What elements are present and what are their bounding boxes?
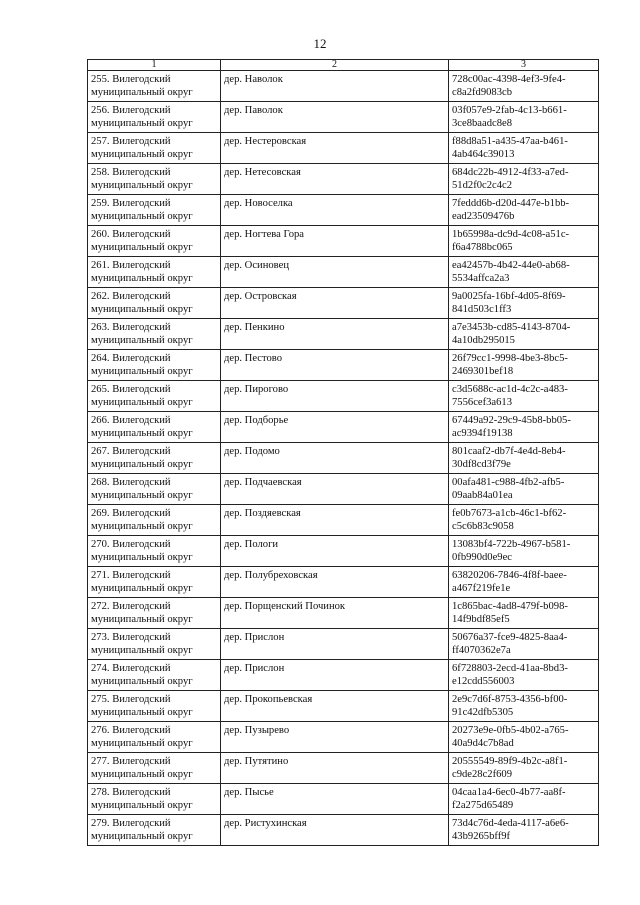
table-row [88,598,599,629]
cell-municipality [88,350,221,381]
municipality-line-2: муниципальный округ [91,304,193,315]
cell-municipality [88,660,221,691]
cell-municipality [88,164,221,195]
guid-line-1: 684dc22b-4912-4f33-a7ed- [452,167,569,178]
cell-guid [449,257,599,288]
municipality-line-1: 269. Вилегодский [91,508,171,519]
guid-line-2: ac9394f19138 [452,428,513,439]
municipality-line-1: 268. Вилегодский [91,477,171,488]
cell-municipality [88,133,221,164]
municipality-line-2: муниципальный округ [91,397,193,408]
guid-line-2: ead23509476b [452,211,515,222]
guid-line-1: 00afa481-c988-4fb2-afb5- [452,477,565,488]
cell-settlement: дер. Порщенский Починок [221,598,449,629]
cell-settlement: дер. Пенкино [221,319,449,350]
municipality-line-1: 266. Вилегодский [91,415,171,426]
guid-line-1: 20273e9e-0fb5-4b02-a765- [452,725,569,736]
guid-line-2: c9de28c2f609 [452,769,513,780]
guid-line-1: 67449a92-29c9-45b8-bb05- [452,415,571,426]
page-number: 12 [313,36,327,51]
cell-settlement: дер. Наволок [221,71,449,102]
guid-line-1: 7feddd6b-d20d-447e-b1bb- [452,198,570,209]
guid-line-2: ff4070362e7a [452,645,511,656]
municipality-line-1: 274. Вилегодский [91,663,171,674]
table-row [88,288,599,319]
cell-municipality [88,381,221,412]
municipality-line-1: 270. Вилегодский [91,539,171,550]
cell-settlement: дер. Прокопьевская [221,691,449,722]
cell-guid [449,133,599,164]
cell-guid [449,505,599,536]
municipality-line-2: муниципальный округ [91,490,193,501]
cell-guid [449,381,599,412]
municipality-line-2: муниципальный округ [91,769,193,780]
table-row [88,133,599,164]
municipality-line-1: 262. Вилегодский [91,291,171,302]
municipality-line-2: муниципальный округ [91,118,193,129]
table-row [88,319,599,350]
municipality-line-2: муниципальный округ [91,180,193,191]
municipality-line-2: муниципальный округ [91,211,193,222]
guid-line-1: 50676a37-fce9-4825-8aa4- [452,632,568,643]
cell-settlement: дер. Подомо [221,443,449,474]
table-row [88,629,599,660]
municipality-line-2: муниципальный округ [91,738,193,749]
guid-line-2: 841d503c1ff3 [452,304,512,315]
cell-municipality [88,629,221,660]
table-header-row [88,60,599,71]
municipality-line-1: 279. Вилегодский [91,818,171,829]
guid-line-1: 20555549-89f9-4b2c-a8f1- [452,756,568,767]
cell-guid [449,412,599,443]
guid-line-1: 04caa1a4-6ec0-4b77-aa8f- [452,787,566,798]
guid-line-1: 1c865bac-4ad8-479f-b098- [452,601,568,612]
municipality-line-2: муниципальный округ [91,521,193,532]
guid-line-1: fe0b7673-a1cb-46c1-bf62- [452,508,567,519]
cell-municipality [88,815,221,846]
cell-guid [449,567,599,598]
municipality-line-2: муниципальный округ [91,366,193,377]
cell-municipality [88,412,221,443]
municipality-line-2: муниципальный округ [91,707,193,718]
cell-settlement: дер. Новоселка [221,195,449,226]
table-row [88,815,599,846]
cell-municipality [88,598,221,629]
guid-line-1: 9a0025fa-16bf-4d05-8f69- [452,291,566,302]
guid-line-1: 2e9c7d6f-8753-4356-bf00- [452,694,568,705]
guid-line-2: 4ab464c39013 [452,149,515,160]
guid-line-2: c5c6b83c9058 [452,521,514,532]
municipality-line-2: муниципальный округ [91,335,193,346]
table-row [88,257,599,288]
municipality-line-1: 261. Вилегодский [91,260,171,271]
cell-guid [449,288,599,319]
cell-settlement: дер. Нестеровская [221,133,449,164]
cell-municipality [88,722,221,753]
cell-municipality [88,784,221,815]
guid-line-1: 03f057e9-2fab-4c13-b661- [452,105,567,116]
table-body [88,71,599,846]
cell-settlement: дер. Прислон [221,660,449,691]
guid-line-1: c3d5688c-ac1d-4c2c-a483- [452,384,568,395]
cell-guid [449,319,599,350]
cell-guid [449,598,599,629]
municipality-line-2: муниципальный округ [91,583,193,594]
column-header-2: 2 [221,60,449,71]
table-row [88,381,599,412]
cell-municipality [88,753,221,784]
cell-municipality [88,319,221,350]
guid-line-1: 801caaf2-db7f-4e4d-8eb4- [452,446,566,457]
guid-line-2: c8a2fd9083cb [452,87,513,98]
municipality-line-1: 272. Вилегодский [91,601,171,612]
municipality-line-2: муниципальный округ [91,149,193,160]
cell-settlement: дер. Пологи [221,536,449,567]
municipality-line-2: муниципальный округ [91,645,193,656]
cell-settlement: дер. Пузырево [221,722,449,753]
cell-settlement: дер. Пестово [221,350,449,381]
municipality-line-1: 259. Вилегодский [91,198,171,209]
table-row [88,102,599,133]
municipality-line-1: 255. Вилегодский [91,74,171,85]
cell-municipality [88,505,221,536]
table-row [88,226,599,257]
cell-municipality [88,567,221,598]
table-row [88,784,599,815]
cell-settlement: дер. Ногтева Гора [221,226,449,257]
cell-guid [449,164,599,195]
cell-guid [449,815,599,846]
guid-line-2: 4a10db295015 [452,335,515,346]
cell-guid [449,691,599,722]
table-row [88,71,599,102]
municipality-line-1: 258. Вилегодский [91,167,171,178]
municipality-line-2: муниципальный округ [91,242,193,253]
table-row [88,536,599,567]
cell-guid [449,350,599,381]
cell-municipality [88,288,221,319]
guid-line-2: 09aab84a01ea [452,490,513,501]
municipality-line-2: муниципальный округ [91,800,193,811]
guid-line-2: 40a9d4c7b8ad [452,738,514,749]
guid-line-2: f2a275d65489 [452,800,514,811]
guid-line-2: 7556cef3a613 [452,397,513,408]
cell-settlement: дер. Путятино [221,753,449,784]
cell-settlement: дер. Подчаевская [221,474,449,505]
cell-municipality [88,257,221,288]
table-row [88,660,599,691]
table-row [88,350,599,381]
cell-guid [449,753,599,784]
municipality-line-1: 265. Вилегодский [91,384,171,395]
municipality-line-2: муниципальный округ [91,459,193,470]
municipality-line-2: муниципальный округ [91,87,193,98]
cell-guid [449,660,599,691]
cell-guid [449,71,599,102]
cell-guid [449,195,599,226]
municipality-line-1: 256. Вилегодский [91,105,171,116]
cell-settlement: дер. Пирогово [221,381,449,412]
guid-line-1: 63820206-7846-4f8f-baee- [452,570,567,581]
municipality-line-2: муниципальный округ [91,428,193,439]
cell-settlement: дер. Осиновец [221,257,449,288]
municipality-line-2: муниципальный округ [91,614,193,625]
cell-municipality [88,102,221,133]
table-row [88,412,599,443]
guid-line-1: f88d8a51-a435-47aa-b461- [452,136,568,147]
guid-line-2: 43b9265bff9f [452,831,511,842]
cell-settlement: дер. Подборье [221,412,449,443]
cell-settlement: дер. Паволок [221,102,449,133]
guid-line-1: 73d4c76d-4eda-4117-a6e6- [452,818,569,829]
guid-line-2: 30df8cd3f79e [452,459,511,470]
table-row [88,567,599,598]
municipality-line-2: муниципальный округ [91,676,193,687]
table-row [88,443,599,474]
guid-line-1: 1b65998a-dc9d-4c08-a51c- [452,229,570,240]
municipality-line-2: муниципальный округ [91,831,193,842]
guid-line-1: 728c00ac-4398-4ef3-9fe4- [452,74,566,85]
guid-line-2: a467f219fe1e [452,583,511,594]
cell-settlement: дер. Нетесовская [221,164,449,195]
cell-municipality [88,536,221,567]
table-row [88,164,599,195]
guid-line-1: a7e3453b-cd85-4143-8704- [452,322,571,333]
municipality-line-1: 271. Вилегодский [91,570,171,581]
column-header-3: 3 [449,60,599,71]
cell-municipality [88,474,221,505]
cell-guid [449,226,599,257]
cell-municipality [88,226,221,257]
column-header-1: 1 [88,60,221,71]
guid-line-2: 91c42dfb5305 [452,707,514,718]
municipality-line-1: 260. Вилегодский [91,229,171,240]
cell-settlement: дер. Ристухинская [221,815,449,846]
table-row [88,474,599,505]
guid-line-2: 14f9bdf85ef5 [452,614,510,625]
guid-line-2: 2469301bef18 [452,366,514,377]
guid-line-2: 3ce8baadc8e8 [452,118,512,129]
cell-settlement: дер. Островская [221,288,449,319]
municipality-line-1: 267. Вилегодский [91,446,171,457]
guid-line-1: ea42457b-4b42-44e0-ab68- [452,260,570,271]
cell-guid [449,443,599,474]
cell-guid [449,629,599,660]
cell-municipality [88,71,221,102]
table-row [88,722,599,753]
municipality-line-1: 277. Вилегодский [91,756,171,767]
municipality-line-1: 276. Вилегодский [91,725,171,736]
cell-municipality [88,443,221,474]
settlements-table [87,59,599,846]
cell-guid [449,722,599,753]
guid-line-2: f6a4788bc065 [452,242,513,253]
cell-settlement: дер. Прислон [221,629,449,660]
municipality-line-2: муниципальный округ [91,273,193,284]
guid-line-2: 0fb990d0e9ec [452,552,513,563]
guid-line-1: 26f79cc1-9998-4be3-8bc5- [452,353,568,364]
guid-line-2: 5534affca2a3 [452,273,510,284]
municipality-line-1: 264. Вилегодский [91,353,171,364]
municipality-line-2: муниципальный округ [91,552,193,563]
cell-municipality [88,691,221,722]
table-row [88,753,599,784]
cell-settlement: дер. Поздяевская [221,505,449,536]
table-row [88,195,599,226]
cell-settlement: дер. Пысье [221,784,449,815]
municipality-line-1: 273. Вилегодский [91,632,171,643]
municipality-line-1: 263. Вилегодский [91,322,171,333]
municipality-line-1: 257. Вилегодский [91,136,171,147]
municipality-line-1: 278. Вилегодский [91,787,171,798]
table-row [88,691,599,722]
guid-line-2: e12cdd556003 [452,676,515,687]
guid-line-2: 51d2f0c2c4c2 [452,180,513,191]
guid-line-1: 6f728803-2ecd-41aa-8bd3- [452,663,568,674]
table-row [88,505,599,536]
guid-line-1: 13083bf4-722b-4967-b581- [452,539,571,550]
cell-guid [449,102,599,133]
cell-guid [449,474,599,505]
cell-municipality [88,195,221,226]
cell-settlement: дер. Полубреховская [221,567,449,598]
municipality-line-1: 275. Вилегодский [91,694,171,705]
cell-guid [449,784,599,815]
cell-guid [449,536,599,567]
